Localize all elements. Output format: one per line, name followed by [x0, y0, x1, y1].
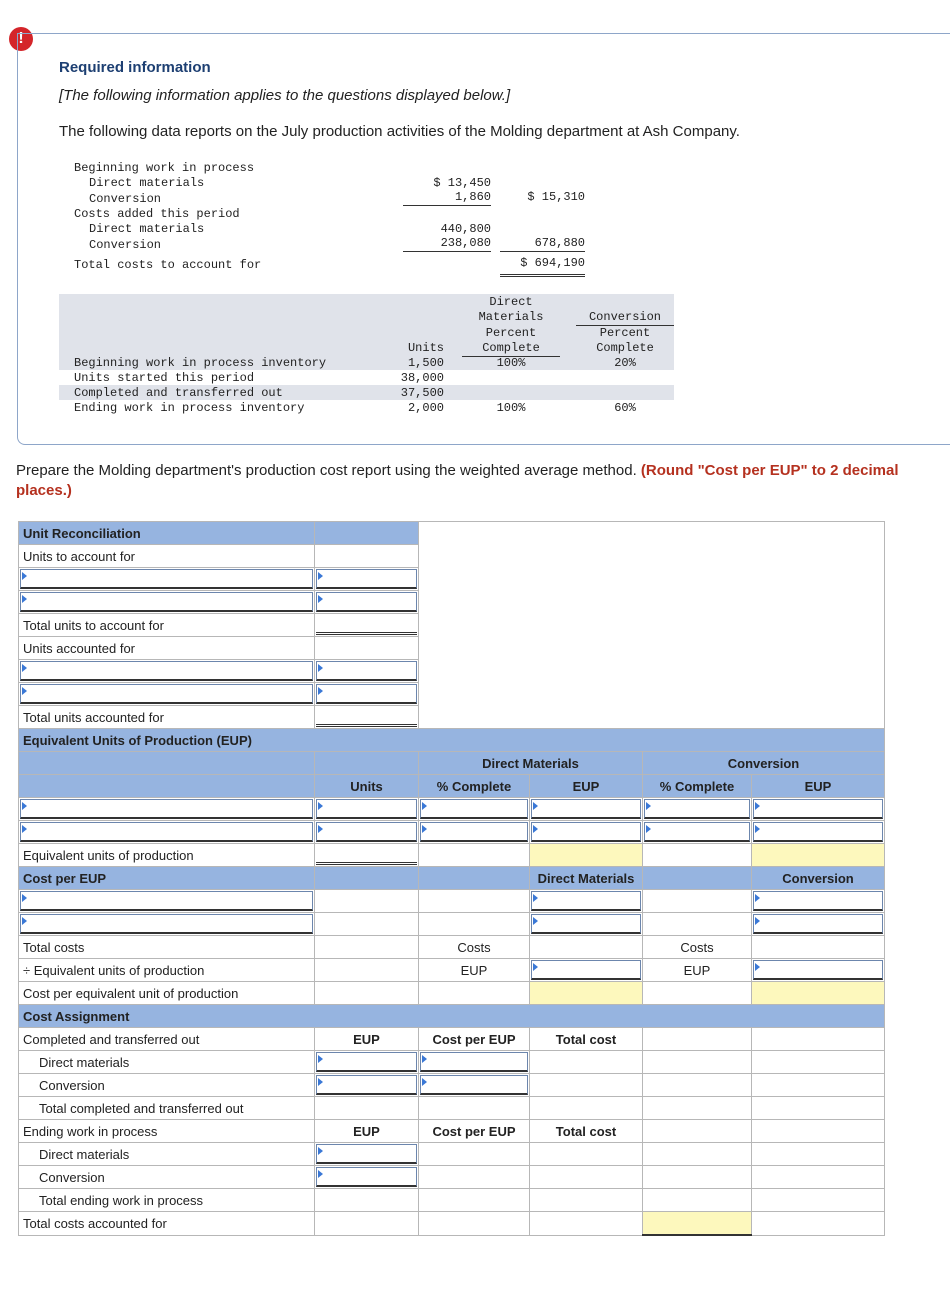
costs-bwip-dm-label: Direct materials: [89, 176, 205, 190]
cell: [419, 1143, 530, 1166]
instruction: [16, 461, 946, 501]
eup-row2-conv-pct[interactable]: [643, 821, 752, 844]
eup-row2-dm-eup[interactable]: [530, 821, 643, 844]
total-units-accounted-input[interactable]: [315, 706, 419, 729]
hdr-cell: [315, 752, 419, 775]
cost-per-eup-title: Cost per EUP: [19, 867, 315, 890]
alert-icon: !: [9, 27, 33, 51]
hdr-cell: [315, 522, 419, 545]
units-accounted-select-2[interactable]: [19, 683, 315, 706]
bwip-total-value: $ 15,310: [527, 190, 585, 204]
costs-total-label: Total costs to account for: [74, 258, 262, 272]
hdr-cell: [19, 752, 315, 775]
ut-row-ewip-dm: 100%: [496, 401, 526, 415]
eup-conv-header: Conversion: [643, 752, 885, 775]
eup-units-header: Units: [315, 775, 419, 798]
total-costs-conv-value: [752, 936, 885, 959]
eup-row1-select[interactable]: [19, 798, 315, 821]
cell: [643, 1097, 752, 1120]
intro-text: The following data reports on the July production activities of the Molding department at Ash Company.: [59, 123, 740, 140]
units-accounted-input-1[interactable]: [315, 660, 419, 683]
cell: [530, 1097, 643, 1120]
div-eq-units-label: ÷ Equivalent units of production: [19, 959, 315, 982]
hdr-cell: [315, 867, 419, 890]
added-dm-value: 440,800: [440, 222, 491, 236]
cell: [643, 1074, 752, 1097]
total-completed-label: Total completed and transferred out: [19, 1097, 315, 1120]
cell: [752, 1212, 885, 1236]
cost-row1-conv[interactable]: [752, 890, 885, 913]
instruction-text: Prepare the Molding department's production cost report using the weighted average method.: [16, 462, 637, 479]
cell: [315, 936, 419, 959]
cell: [530, 1074, 643, 1097]
cost-per-eq-unit-label: Cost per equivalent unit of production: [19, 982, 315, 1005]
cell: [315, 913, 419, 936]
eup-row2-units[interactable]: [315, 821, 419, 844]
total-units-accounted-label: Total units accounted for: [19, 706, 315, 729]
ending-wip-label: Ending work in process: [19, 1120, 315, 1143]
units-accounted-select-1[interactable]: [19, 660, 315, 683]
div-eq-units-conv-input[interactable]: [752, 959, 885, 982]
eup-row1-conv-pct[interactable]: [643, 798, 752, 821]
costs-bwip-label: Beginning work in process: [74, 161, 255, 175]
ut-row-ewip-label: Ending work in process inventory: [74, 401, 305, 415]
completed-conv-label: Conversion: [19, 1074, 315, 1097]
cost-per-eq-unit-conv: [752, 982, 885, 1005]
cell: [752, 1097, 885, 1120]
cell: [419, 1166, 530, 1189]
total-costs-conv-label: Costs: [643, 936, 752, 959]
eup-row2-select[interactable]: [19, 821, 315, 844]
cell: [752, 1028, 885, 1051]
bwip-conv-value: 1,860: [403, 190, 491, 206]
completed-eup-header: EUP: [315, 1028, 419, 1051]
cell: [315, 982, 419, 1005]
cell: [752, 1143, 885, 1166]
ut-row-bwip-dm: 100%: [496, 356, 526, 370]
hdr-cell: [19, 775, 315, 798]
units-accounted-input-2[interactable]: [315, 683, 419, 706]
hdr-conv-2: Percent: [599, 326, 651, 340]
total-costs-label: Total costs: [19, 936, 315, 959]
row-unit-rec: [19, 522, 885, 545]
eq-units-label: Equivalent units of production: [19, 844, 315, 867]
ut-row-ewip-conv: 60%: [614, 401, 636, 415]
cell: [752, 1166, 885, 1189]
completed-label: Completed and transferred out: [19, 1028, 315, 1051]
eup-title: Equivalent Units of Production (EUP): [19, 729, 885, 752]
eup-row1-units[interactable]: [315, 798, 419, 821]
eup-row2-dm-pct[interactable]: [419, 821, 530, 844]
cell: [419, 913, 530, 936]
ut-row-completed-label: Completed and transferred out: [74, 386, 283, 400]
ending-wip-eup-header: EUP: [315, 1120, 419, 1143]
cell: [643, 1166, 752, 1189]
hdr-dm-1: Direct: [489, 295, 533, 309]
hdr-conv-3: Complete: [596, 341, 654, 355]
cell: [530, 1212, 643, 1236]
cell: [752, 1051, 885, 1074]
cell: [643, 1028, 752, 1051]
ending-wip-cost-per-eup-header: Cost per EUP: [419, 1120, 530, 1143]
cell: [315, 890, 419, 913]
div-eq-units-dm-input[interactable]: [530, 959, 643, 982]
cost-row2-conv[interactable]: [752, 913, 885, 936]
required-info-subtitle: [The following information applies to the questions displayed below.]: [59, 87, 511, 104]
cell: [419, 890, 530, 913]
hdr-cell: [643, 867, 752, 890]
cell: [643, 1143, 752, 1166]
ut-row-started-units: 38,000: [400, 371, 444, 385]
cell: [643, 890, 752, 913]
costs-added-conv-label: Conversion: [89, 238, 162, 252]
total-ending-wip-label: Total ending work in process: [19, 1189, 315, 1212]
cell: [530, 1189, 643, 1212]
ending-conv-label: Conversion: [19, 1166, 315, 1189]
cell: [643, 1120, 752, 1143]
eup-dm-header: Direct Materials: [419, 752, 643, 775]
div-eq-units-dm-label: EUP: [419, 959, 530, 982]
eq-units-conv-total: [752, 844, 885, 867]
completed-total-cost-header: Total cost: [530, 1028, 643, 1051]
cell: [315, 959, 419, 982]
cell: [419, 1189, 530, 1212]
eup-row1-conv-eup[interactable]: [752, 798, 885, 821]
units-to-account-select-1[interactable]: [19, 568, 315, 591]
hdr-cell: [419, 867, 530, 890]
cell: [419, 1097, 530, 1120]
total-costs-dm-label: Costs: [419, 936, 530, 959]
cell: [315, 637, 419, 660]
ending-conv-eup[interactable]: [315, 1166, 419, 1189]
completed-conv-eup[interactable]: [315, 1074, 419, 1097]
ut-row-completed-units: 37,500: [400, 386, 444, 400]
cell: [643, 844, 752, 867]
cost-per-eq-unit-dm: [530, 982, 643, 1005]
ending-dm-label: Direct materials: [19, 1143, 315, 1166]
cell: [419, 982, 530, 1005]
hdr-dm-4: Complete: [462, 341, 560, 357]
units-to-account-input-2[interactable]: [315, 591, 419, 614]
costs-bwip-conv-label: Conversion: [89, 192, 162, 206]
bwip-dm-value: $ 13,450: [433, 176, 491, 190]
units-accounted-label: Units accounted for: [19, 637, 315, 660]
units-to-account-select-2[interactable]: [19, 591, 315, 614]
cost-row1-dm[interactable]: [530, 890, 643, 913]
completed-dm-eup[interactable]: [315, 1051, 419, 1074]
eup-row2-conv-eup[interactable]: [752, 821, 885, 844]
cell: [530, 1166, 643, 1189]
div-eq-units-conv-label: EUP: [643, 959, 752, 982]
production-cost-report: [18, 521, 885, 1236]
hdr-units: Units: [407, 341, 444, 355]
cell: [530, 1143, 643, 1166]
eup-dm-pct-header: % Complete: [419, 775, 530, 798]
cell: [643, 1051, 752, 1074]
total-costs-dm-value: [530, 936, 643, 959]
units-to-account-input-1[interactable]: [315, 568, 419, 591]
cell: [643, 913, 752, 936]
units-to-account-label: Units to account for: [19, 545, 315, 568]
completed-dm-cost-per-eup[interactable]: [419, 1051, 530, 1074]
cell: [315, 1189, 419, 1212]
cell: [315, 1212, 419, 1236]
ut-row-ewip-units: 2,000: [407, 401, 444, 415]
eup-conv-pct-header: % Complete: [643, 775, 752, 798]
cell: [419, 844, 530, 867]
blank-area: [419, 522, 885, 729]
cost-assignment-title: Cost Assignment: [19, 1005, 885, 1028]
eup-conv-eup-header: EUP: [752, 775, 885, 798]
ut-row-started-label: Units started this period: [74, 371, 255, 385]
ut-row-bwip-units: 1,500: [407, 356, 444, 370]
cost-row2-select[interactable]: [19, 913, 315, 936]
cell: [752, 1189, 885, 1212]
cell: [315, 1097, 419, 1120]
eq-units-total-units[interactable]: [315, 844, 419, 867]
total-units-to-account-input[interactable]: [315, 614, 419, 637]
cell: [419, 1212, 530, 1236]
ending-dm-eup[interactable]: [315, 1143, 419, 1166]
hdr-conv-1: Conversion: [576, 310, 674, 326]
costs-added-label: Costs added this period: [74, 207, 240, 221]
ut-row-bwip-conv: 20%: [614, 356, 636, 370]
ending-wip-total-cost-header: Total cost: [530, 1120, 643, 1143]
cell: [752, 1074, 885, 1097]
total-accounted-label: Total costs accounted for: [19, 1212, 315, 1236]
eup-row1-dm-eup[interactable]: [530, 798, 643, 821]
cell: [643, 982, 752, 1005]
instruction-note: (Round "Cost per EUP" to 2 decimal places.): [16, 462, 899, 499]
required-info-title: Required information: [59, 59, 211, 76]
cell: [643, 1189, 752, 1212]
eq-units-dm-total: [530, 844, 643, 867]
hdr-dm-2: Materials: [478, 310, 544, 324]
cell: [752, 1120, 885, 1143]
added-total-value: 678,880: [500, 236, 585, 252]
grand-total-value: $ 694,190: [520, 256, 585, 270]
completed-conv-cost-per-eup[interactable]: [419, 1074, 530, 1097]
cost-per-eup-dm-header: Direct Materials: [530, 867, 643, 890]
cost-row2-dm[interactable]: [530, 913, 643, 936]
completed-cost-per-eup-header: Cost per EUP: [419, 1028, 530, 1051]
completed-dm-label: Direct materials: [19, 1051, 315, 1074]
cell: [530, 1051, 643, 1074]
total-units-to-account-label: Total units to account for: [19, 614, 315, 637]
ut-row-bwip-label: Beginning work in process inventory: [74, 356, 327, 370]
cost-per-eup-conv-header: Conversion: [752, 867, 885, 890]
costs-added-dm-label: Direct materials: [89, 222, 205, 236]
cost-row1-select[interactable]: [19, 890, 315, 913]
hdr-dm-3: Percent: [485, 326, 537, 340]
total-accounted-value: [643, 1212, 752, 1236]
cell: [315, 545, 419, 568]
eup-dm-eup-header: EUP: [530, 775, 643, 798]
eup-row1-dm-pct[interactable]: [419, 798, 530, 821]
unit-reconciliation-title: Unit Reconciliation: [19, 522, 315, 545]
added-conv-value: 238,080: [403, 236, 491, 252]
